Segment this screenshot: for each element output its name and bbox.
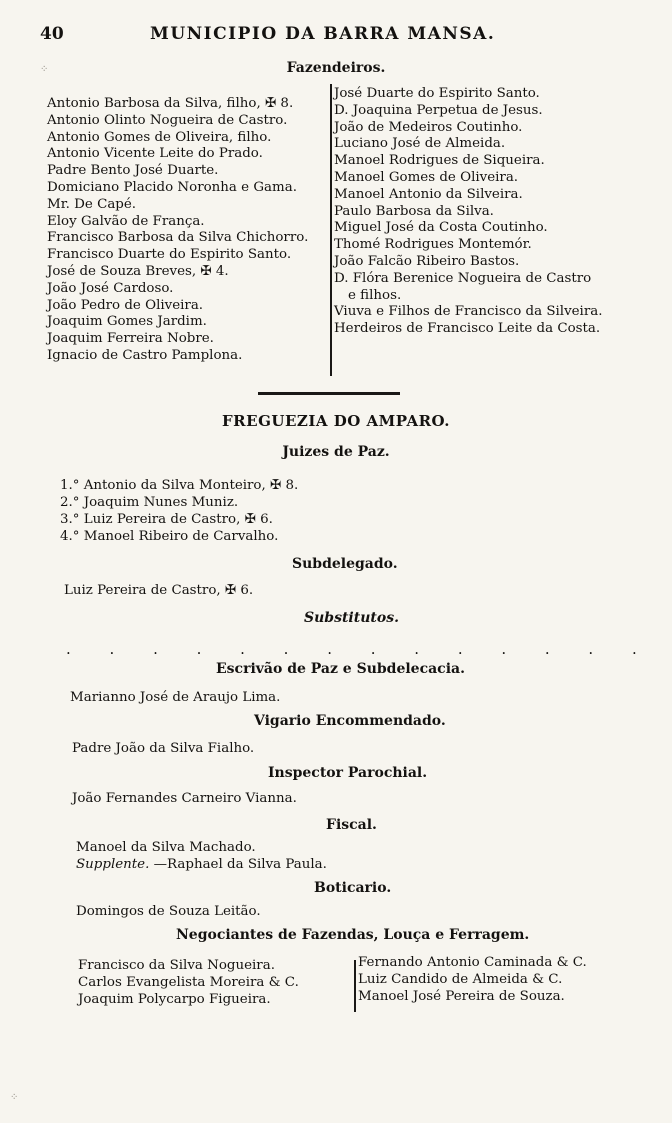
list-item: João de Medeiros Coutinho. — [334, 119, 523, 135]
list-item: Manoel Antonio da Silveira. — [334, 186, 523, 202]
list-item: João Pedro de Oliveira. — [47, 297, 204, 313]
list-item: Thomé Rodrigues Montemór. — [334, 237, 532, 253]
column-divider — [354, 960, 356, 1012]
page-number: 40 — [40, 24, 64, 44]
boticario-name: Domingos de Souza Leitão. — [76, 904, 261, 919]
list-item: Manoel Rodrigues de Siqueira. — [334, 153, 545, 169]
substitutos-dots: . . . . . . . . . . . . . . — [66, 640, 654, 658]
paper-blemish: ⁘ — [10, 1092, 19, 1103]
list-item: e filhos. — [348, 287, 402, 303]
list-item: Luciano José de Almeida. — [334, 136, 506, 152]
list-item: Carlos Evangelista Moreira & C. — [78, 974, 299, 990]
inspector-name: João Fernandes Carneiro Vianna. — [72, 791, 297, 806]
list-item: Antonio Barbosa da Silva, filho, ✠ 8. — [47, 96, 294, 111]
list-item: D. Flóra Berenice Nogueira de Castro — [334, 270, 592, 286]
list-item: Joaquim Ferreira Nobre. — [47, 331, 214, 347]
supplente-line — [76, 857, 327, 872]
list-item: Domiciano Placido Noronha e Gama. — [47, 179, 297, 195]
negociantes-left-column — [78, 958, 348, 1008]
list-item: Antonio Vicente Leite do Prado. — [47, 146, 263, 162]
substitutos-heading: Substitutos. — [304, 610, 399, 626]
juizes-heading: Juizes de Paz. — [282, 444, 390, 460]
supplente-name: —Raphael da Silva Paula. — [153, 857, 327, 872]
fazendeiros-left-column — [47, 96, 329, 365]
fiscal-heading: Fiscal. — [326, 817, 377, 833]
list-item: João Falcão Ribeiro Bastos. — [334, 253, 520, 269]
section-divider — [258, 392, 400, 395]
paper-blemish: ⁘ — [40, 64, 49, 75]
list-item: Francisco da Silva Nogueira. — [78, 958, 275, 973]
vigario-name: Padre João da Silva Fialho. — [72, 741, 255, 756]
list-item: Mr. De Capé. — [47, 196, 137, 212]
list-item: Francisco Duarte do Espirito Santo. — [47, 247, 292, 263]
list-item: Antonio Gomes de Oliveira, filho. — [47, 129, 272, 145]
fiscal-name: Manoel da Silva Machado. — [76, 840, 256, 855]
subdelegado-name: Luiz Pereira de Castro, ✠ 6. — [64, 583, 254, 598]
list-item: Padre Bento José Duarte. — [47, 163, 219, 179]
subdelegado-heading: Subdelegado. — [292, 556, 398, 572]
list-item: Antonio Olinto Nogueira de Castro. — [47, 112, 288, 128]
list-item: João José Cardoso. — [47, 280, 174, 296]
escrivao-heading: Escrivão de Paz e Subdelecacia. — [216, 661, 465, 677]
negociantes-heading: Negociantes de Fazendas, Louça e Ferragem. — [176, 927, 530, 943]
escrivao-name: Marianno José de Araujo Lima. — [70, 690, 281, 705]
supplente-label: Supplente. — [76, 857, 150, 872]
list-item: D. Joaquina Perpetua de Jesus. — [334, 102, 543, 118]
list-item: Ignacio de Castro Pamplona. — [47, 347, 243, 363]
inspector-heading: Inspector Parochial. — [268, 765, 428, 781]
list-item: Francisco Barbosa da Silva Chichorro. — [47, 230, 309, 246]
list-item: Joaquim Polycarpo Figueira. — [78, 991, 271, 1007]
boticario-heading: Boticario. — [314, 880, 392, 896]
list-item: 3.° Luiz Pereira de Castro, ✠ 6. — [60, 512, 273, 527]
list-item: 2.° Joaquim Nunes Muniz. — [60, 495, 239, 510]
list-item: Joaquim Gomes Jardim. — [47, 314, 207, 330]
running-title: MUNICIPIO DA BARRA MANSA. — [150, 24, 496, 44]
list-item: Paulo Barbosa da Silva. — [334, 203, 494, 219]
list-item: Herdeiros de Francisco Leite da Costa. — [334, 321, 601, 337]
list-item: Manoel José Pereira de Souza. — [358, 988, 565, 1004]
fazendeiros-heading: Fazendeiros. — [286, 60, 386, 76]
vigario-heading: Vigario Encommendado. — [254, 713, 446, 729]
list-item: Viuva e Filhos de Francisco da Silveira. — [334, 304, 603, 320]
fazendeiros-right-column — [334, 86, 634, 338]
list-item: José Duarte do Espirito Santo. — [334, 86, 540, 101]
list-item: Manoel Gomes de Oliveira. — [334, 169, 519, 185]
negociantes-right-column — [358, 955, 638, 1005]
list-item: Eloy Galvão de França. — [47, 213, 205, 229]
section-heading: FREGUEZIA DO AMPARO. — [222, 412, 450, 430]
list-item: Luiz Candido de Almeida & C. — [358, 971, 563, 987]
list-item: 1.° Antonio da Silva Monteiro, ✠ 8. — [60, 478, 299, 493]
column-divider — [330, 84, 332, 376]
list-item: José de Souza Breves, ✠ 4. — [47, 263, 229, 279]
list-item: 4.° Manoel Ribeiro de Carvalho. — [60, 529, 279, 544]
list-item: Miguel José da Costa Coutinho. — [334, 220, 548, 236]
page-header — [40, 24, 510, 48]
list-item: Fernando Antonio Caminada & C. — [358, 955, 587, 970]
